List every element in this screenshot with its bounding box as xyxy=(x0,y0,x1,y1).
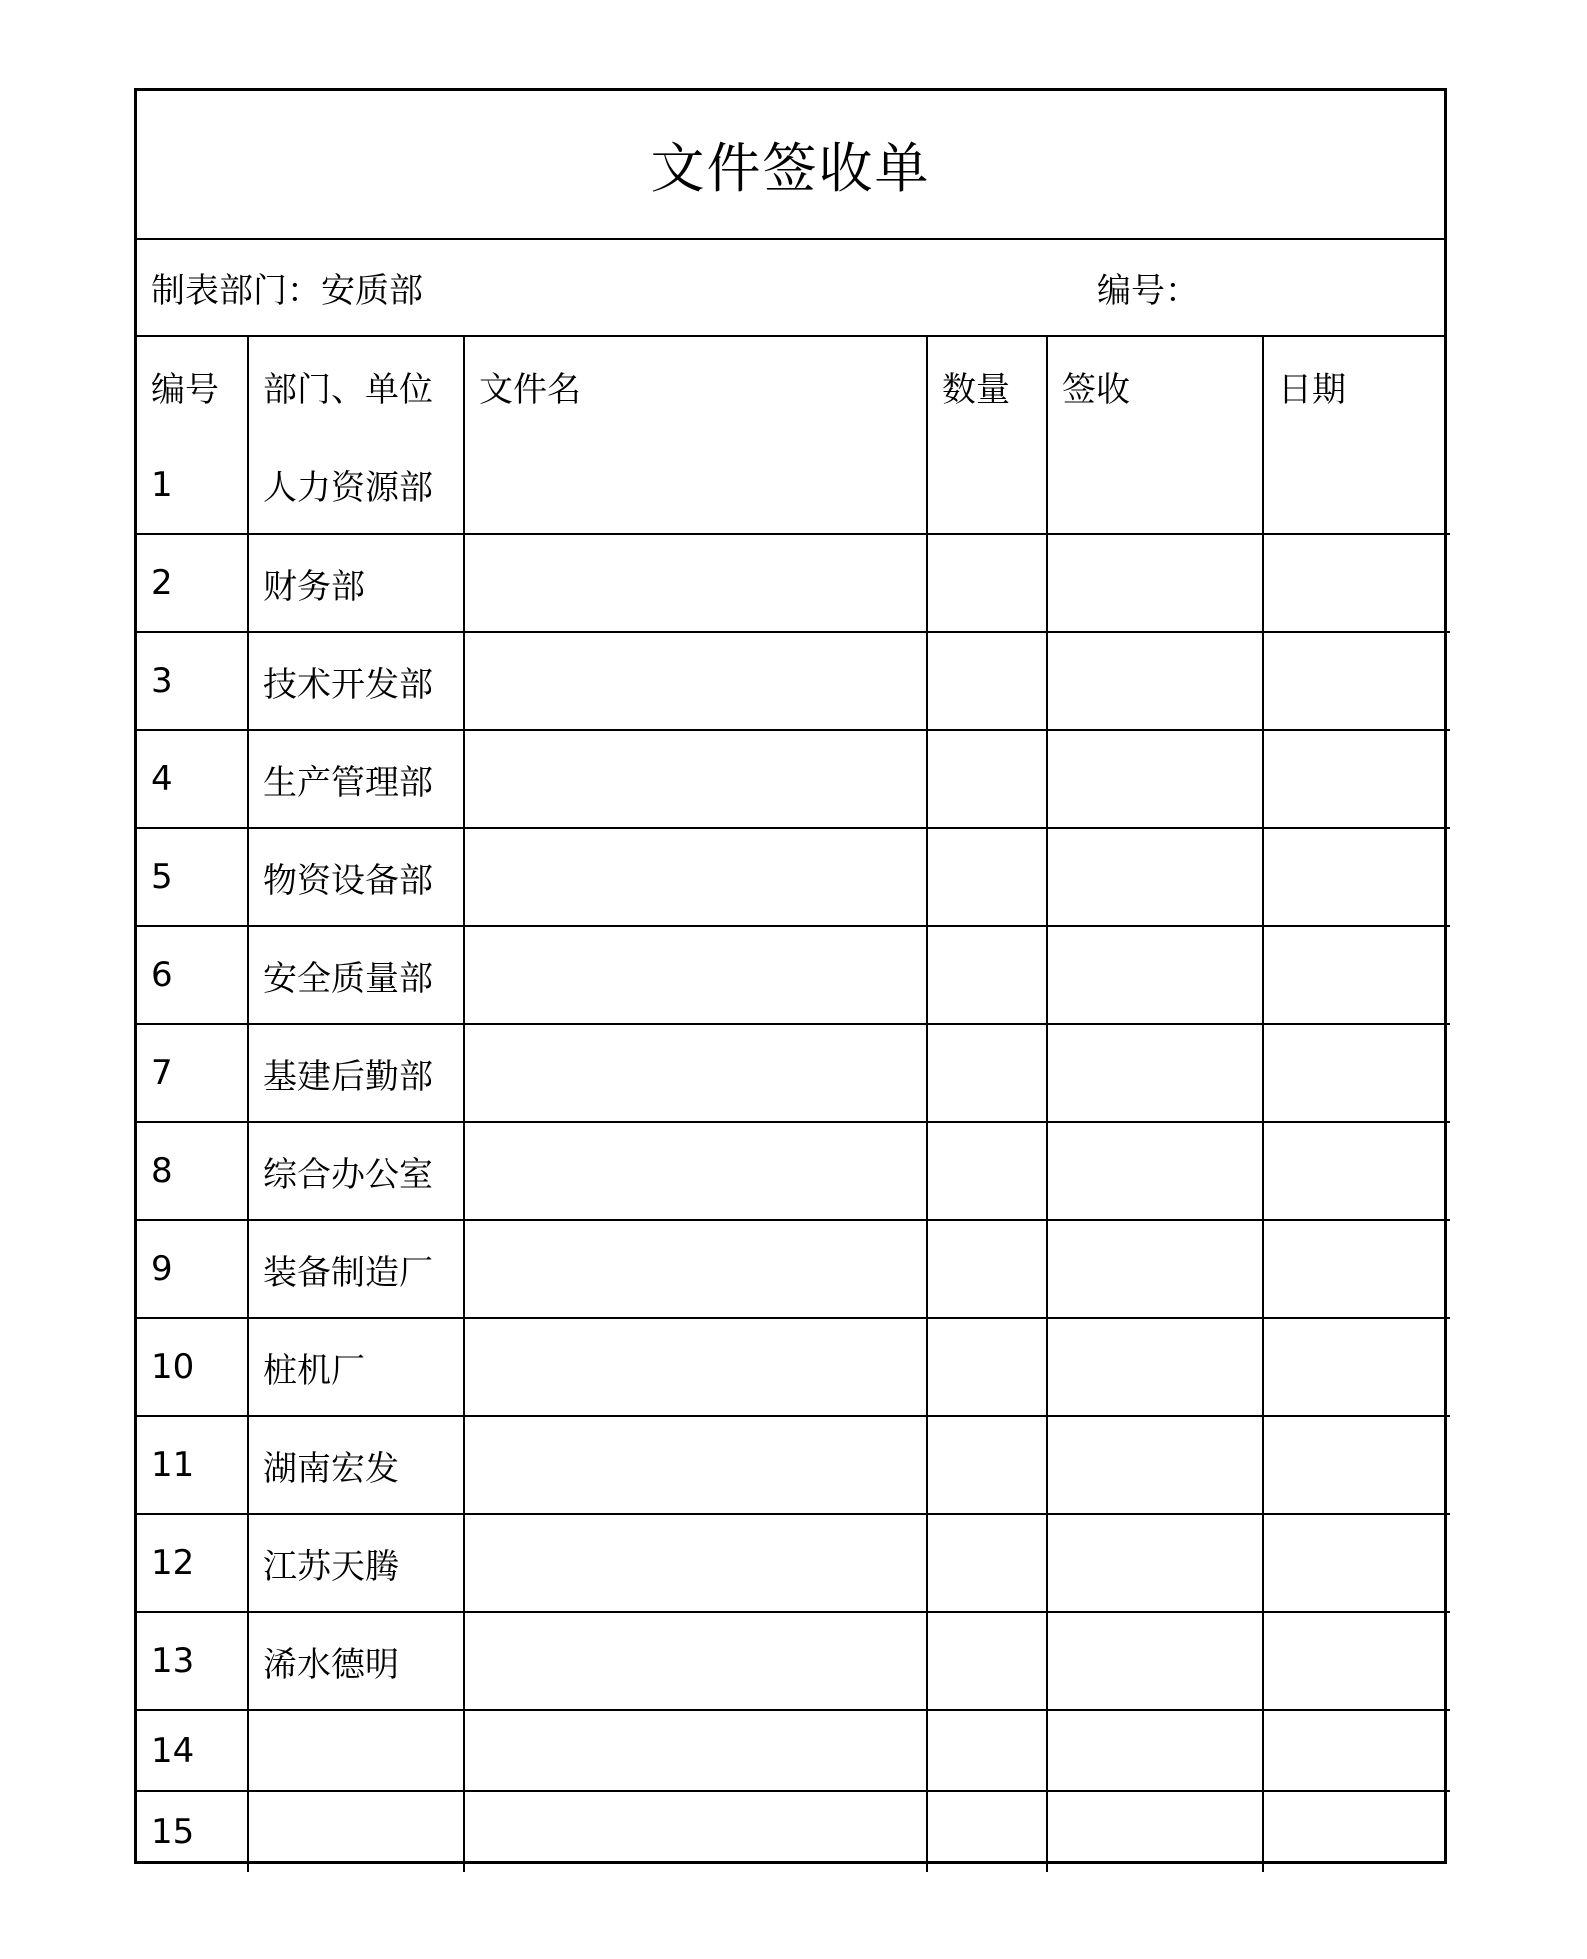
cell-date[interactable] xyxy=(1263,1122,1450,1220)
meta-row xyxy=(137,240,1444,337)
cell-date[interactable] xyxy=(1263,436,1450,534)
cell-quantity[interactable] xyxy=(927,828,1047,926)
cell-department: 财务部 xyxy=(248,534,464,632)
cell-quantity[interactable] xyxy=(927,436,1047,534)
cell-date[interactable] xyxy=(1263,1791,1450,1872)
header-quantity: 数量 xyxy=(927,337,1047,436)
cell-no: 9 xyxy=(137,1220,248,1318)
cell-file-name[interactable] xyxy=(464,534,927,632)
cell-department: 技术开发部 xyxy=(248,632,464,730)
cell-department: 人力资源部 xyxy=(248,436,464,534)
cell-department: 湖南宏发 xyxy=(248,1416,464,1514)
cell-file-name[interactable] xyxy=(464,1791,927,1872)
cell-department: 浠水德明 xyxy=(248,1612,464,1710)
cell-signature[interactable] xyxy=(1047,926,1263,1024)
table-row xyxy=(137,1416,1450,1514)
cell-date[interactable] xyxy=(1263,1024,1450,1122)
cell-signature[interactable] xyxy=(1047,828,1263,926)
table-row xyxy=(137,632,1450,730)
cell-no: 10 xyxy=(137,1318,248,1416)
cell-date[interactable] xyxy=(1263,1416,1450,1514)
cell-date[interactable] xyxy=(1263,534,1450,632)
table-row xyxy=(137,1791,1450,1872)
cell-signature[interactable] xyxy=(1047,730,1263,828)
cell-no: 4 xyxy=(137,730,248,828)
table-row xyxy=(137,730,1450,828)
cell-quantity[interactable] xyxy=(927,1710,1047,1791)
cell-quantity[interactable] xyxy=(927,1024,1047,1122)
cell-date[interactable] xyxy=(1263,926,1450,1024)
serial-number-label: 编号： xyxy=(1097,271,1199,311)
cell-file-name[interactable] xyxy=(464,1220,927,1318)
cell-department[interactable] xyxy=(248,1791,464,1872)
cell-date[interactable] xyxy=(1263,1318,1450,1416)
cell-file-name[interactable] xyxy=(464,1416,927,1514)
header-signature: 签收 xyxy=(1047,337,1263,436)
cell-date[interactable] xyxy=(1263,828,1450,926)
cell-quantity[interactable] xyxy=(927,1612,1047,1710)
cell-file-name[interactable] xyxy=(464,1514,927,1612)
table-row xyxy=(137,828,1450,926)
cell-date[interactable] xyxy=(1263,1220,1450,1318)
cell-no: 12 xyxy=(137,1514,248,1612)
cell-file-name[interactable] xyxy=(464,1122,927,1220)
header-no: 编号 xyxy=(137,337,248,436)
table-row xyxy=(137,436,1450,534)
table-body xyxy=(137,436,1450,1872)
table-row xyxy=(137,1514,1450,1612)
cell-department: 生产管理部 xyxy=(248,730,464,828)
cell-file-name[interactable] xyxy=(464,632,927,730)
table-row xyxy=(137,926,1450,1024)
cell-signature[interactable] xyxy=(1047,1318,1263,1416)
table-row xyxy=(137,534,1450,632)
cell-quantity[interactable] xyxy=(927,632,1047,730)
cell-date[interactable] xyxy=(1263,1612,1450,1710)
title-row xyxy=(137,91,1444,240)
cell-no: 11 xyxy=(137,1416,248,1514)
cell-file-name[interactable] xyxy=(464,1710,927,1791)
cell-no: 15 xyxy=(137,1791,248,1872)
cell-signature[interactable] xyxy=(1047,436,1263,534)
cell-signature[interactable] xyxy=(1047,1710,1263,1791)
cell-signature[interactable] xyxy=(1047,1416,1263,1514)
cell-no: 8 xyxy=(137,1122,248,1220)
table-row xyxy=(137,1122,1450,1220)
cell-file-name[interactable] xyxy=(464,436,927,534)
header-department: 部门、单位 xyxy=(248,337,464,436)
cell-file-name[interactable] xyxy=(464,730,927,828)
prepared-by-department: 制表部门：安质部 xyxy=(151,271,423,311)
cell-signature[interactable] xyxy=(1047,534,1263,632)
cell-signature[interactable] xyxy=(1047,1220,1263,1318)
cell-quantity[interactable] xyxy=(927,1220,1047,1318)
cell-quantity[interactable] xyxy=(927,1318,1047,1416)
table-row xyxy=(137,1710,1450,1791)
cell-quantity[interactable] xyxy=(927,534,1047,632)
cell-file-name[interactable] xyxy=(464,926,927,1024)
table-row xyxy=(137,1220,1450,1318)
cell-no: 3 xyxy=(137,632,248,730)
table-row xyxy=(137,1612,1450,1710)
cell-department: 安全质量部 xyxy=(248,926,464,1024)
cell-signature[interactable] xyxy=(1047,1122,1263,1220)
cell-signature[interactable] xyxy=(1047,1612,1263,1710)
cell-signature[interactable] xyxy=(1047,1791,1263,1872)
sign-off-table xyxy=(137,337,1450,1872)
cell-quantity[interactable] xyxy=(927,730,1047,828)
cell-department: 综合办公室 xyxy=(248,1122,464,1220)
cell-quantity[interactable] xyxy=(927,926,1047,1024)
cell-signature[interactable] xyxy=(1047,1514,1263,1612)
cell-department: 装备制造厂 xyxy=(248,1220,464,1318)
cell-department: 基建后勤部 xyxy=(248,1024,464,1122)
cell-no: 14 xyxy=(137,1710,248,1791)
cell-no: 1 xyxy=(137,436,248,534)
table-row xyxy=(137,1318,1450,1416)
cell-no: 13 xyxy=(137,1612,248,1710)
cell-department: 物资设备部 xyxy=(248,828,464,926)
header-date: 日期 xyxy=(1278,370,1346,410)
cell-no: 2 xyxy=(137,534,248,632)
cell-date[interactable] xyxy=(1263,730,1450,828)
cell-department[interactable] xyxy=(248,1710,464,1791)
cell-quantity[interactable] xyxy=(927,1122,1047,1220)
cell-no: 5 xyxy=(137,828,248,926)
table-header-row xyxy=(137,337,1450,436)
sign-off-form xyxy=(134,88,1447,1864)
header-file-name: 文件名 xyxy=(464,337,927,436)
cell-signature[interactable] xyxy=(1047,632,1263,730)
document-title: 文件签收单 xyxy=(650,137,931,200)
cell-file-name[interactable] xyxy=(464,828,927,926)
cell-quantity[interactable] xyxy=(927,1514,1047,1612)
cell-date[interactable] xyxy=(1263,1710,1450,1791)
cell-date[interactable] xyxy=(1263,1514,1450,1612)
cell-date[interactable] xyxy=(1263,632,1450,730)
cell-department: 桩机厂 xyxy=(248,1318,464,1416)
cell-no: 6 xyxy=(137,926,248,1024)
cell-no: 7 xyxy=(137,1024,248,1122)
cell-signature[interactable] xyxy=(1047,1024,1263,1122)
table-row xyxy=(137,1024,1450,1122)
cell-quantity[interactable] xyxy=(927,1791,1047,1872)
cell-file-name[interactable] xyxy=(464,1318,927,1416)
cell-department: 江苏天腾 xyxy=(248,1514,464,1612)
cell-file-name[interactable] xyxy=(464,1612,927,1710)
cell-file-name[interactable] xyxy=(464,1024,927,1122)
cell-quantity[interactable] xyxy=(927,1416,1047,1514)
